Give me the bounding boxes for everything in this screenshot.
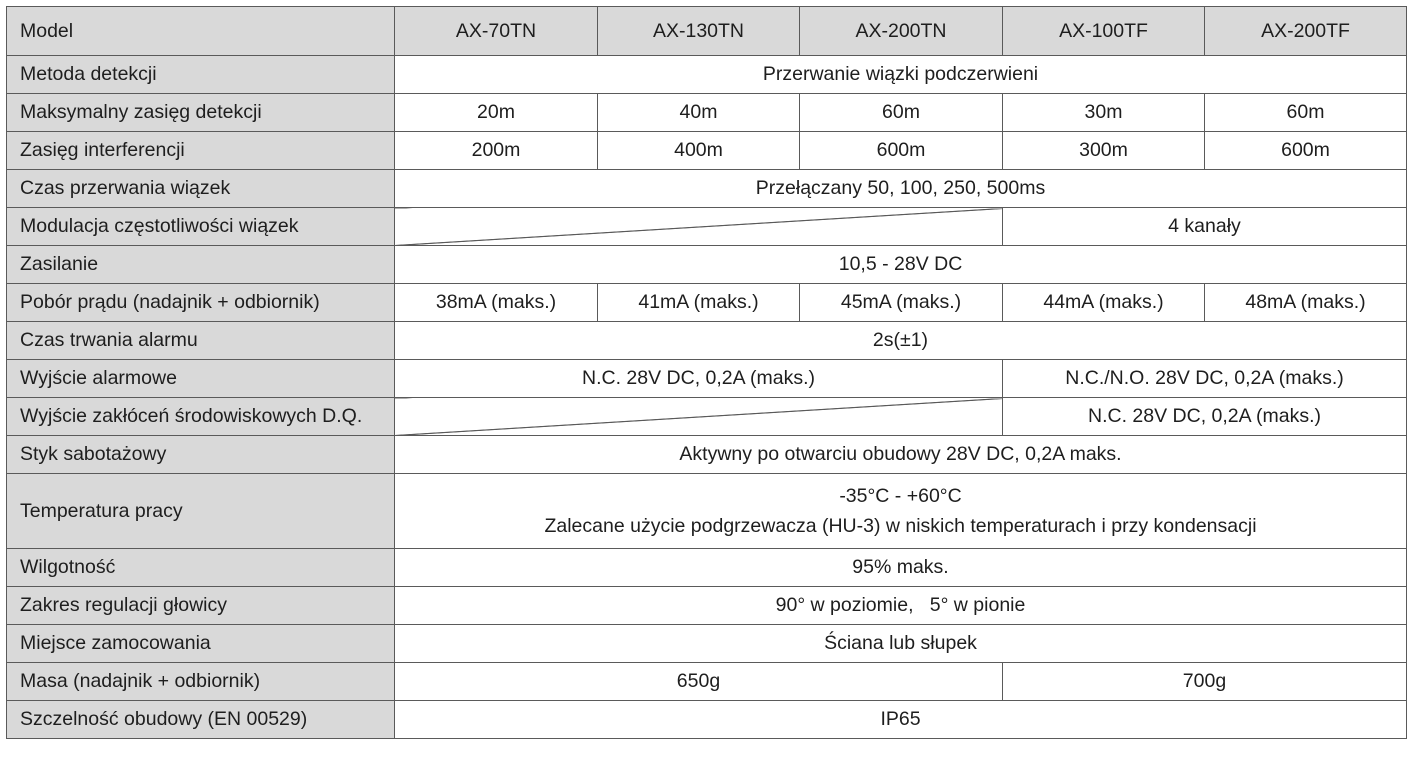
- row-label: Wyjście alarmowe: [7, 360, 395, 398]
- row-value: 2s(±1): [395, 322, 1407, 360]
- row-value: 95% maks.: [395, 549, 1407, 587]
- cell-value: 45mA (maks.): [800, 284, 1003, 322]
- model-ax-200tn: AX-200TN: [800, 7, 1003, 56]
- table-row: [7, 663, 1407, 701]
- row-value-tn: 650g: [395, 663, 1003, 701]
- cell-value: 40m: [598, 94, 800, 132]
- row-value: IP65: [395, 701, 1407, 739]
- row-value: Przełączany 50, 100, 250, 500ms: [395, 170, 1407, 208]
- table-row: [7, 170, 1407, 208]
- row-label: Miejsce zamocowania: [7, 625, 395, 663]
- row-value-tf: 4 kanały: [1003, 208, 1407, 246]
- specification-table: [6, 6, 1407, 739]
- table-row: [7, 246, 1407, 284]
- row-value-tf: N.C./N.O. 28V DC, 0,2A (maks.): [1003, 360, 1407, 398]
- table-row: [7, 701, 1407, 739]
- row-label: Wilgotność: [7, 549, 395, 587]
- row-label: Metoda detekcji: [7, 56, 395, 94]
- cell-value: 60m: [800, 94, 1003, 132]
- header-label: Model: [7, 7, 395, 56]
- row-label: Temperatura pracy: [7, 474, 395, 549]
- cell-value: 300m: [1003, 132, 1205, 170]
- cell-value: 400m: [598, 132, 800, 170]
- row-value: Aktywny po otwarciu obudowy 28V DC, 0,2A maks.: [395, 436, 1407, 474]
- table-row: [7, 94, 1407, 132]
- row-label: Wyjście zakłóceń środowiskowych D.Q.: [7, 398, 395, 436]
- cell-value: 20m: [395, 94, 598, 132]
- cell-value: 48mA (maks.): [1205, 284, 1407, 322]
- row-label: Modulacja częstotliwości wiązek: [7, 208, 395, 246]
- table-row: [7, 587, 1407, 625]
- cell-value: 38mA (maks.): [395, 284, 598, 322]
- cell-value: 200m: [395, 132, 598, 170]
- row-value-tf: 700g: [1003, 663, 1407, 701]
- row-label: Maksymalny zasięg detekcji: [7, 94, 395, 132]
- row-value: Ściana lub słupek: [395, 625, 1407, 663]
- row-label: Styk sabotażowy: [7, 436, 395, 474]
- cell-value: 30m: [1003, 94, 1205, 132]
- cell-value: 600m: [800, 132, 1003, 170]
- row-label: Masa (nadajnik + odbiornik): [7, 663, 395, 701]
- row-label: Czas przerwania wiązek: [7, 170, 395, 208]
- table-row: [7, 360, 1407, 398]
- row-value-tn: N.C. 28V DC, 0,2A (maks.): [395, 360, 1003, 398]
- model-ax-200tf: AX-200TF: [1205, 7, 1407, 56]
- table-row: [7, 284, 1407, 322]
- header-row: [7, 7, 1407, 56]
- row-value: Przerwanie wiązki podczerwieni: [395, 56, 1407, 94]
- cell-value: 600m: [1205, 132, 1407, 170]
- row-label: Czas trwania alarmu: [7, 322, 395, 360]
- cell-value: 41mA (maks.): [598, 284, 800, 322]
- not-applicable-cell: [395, 208, 1003, 246]
- cell-value: 60m: [1205, 94, 1407, 132]
- row-value-tf: N.C. 28V DC, 0,2A (maks.): [1003, 398, 1407, 436]
- table-row: [7, 132, 1407, 170]
- row-value: [395, 474, 1407, 549]
- table-row: [7, 436, 1407, 474]
- table-row: [7, 625, 1407, 663]
- row-label: Zasięg interferencji: [7, 132, 395, 170]
- row-label: Zasilanie: [7, 246, 395, 284]
- table-row: [7, 322, 1407, 360]
- row-label: Zakres regulacji głowicy: [7, 587, 395, 625]
- not-applicable-cell: [395, 398, 1003, 436]
- table-row: [7, 474, 1407, 549]
- temperature-range: -35°C - +60°C: [839, 485, 962, 507]
- row-value: 90° w poziomie, 5° w pionie: [395, 587, 1407, 625]
- row-label: Szczelność obudowy (EN 00529): [7, 701, 395, 739]
- cell-value: 44mA (maks.): [1003, 284, 1205, 322]
- heater-recommendation: Zalecane użycie podgrzewacza (HU-3) w niskich temperaturach i przy kondensacji: [544, 515, 1257, 537]
- model-ax-70tn: AX-70TN: [395, 7, 598, 56]
- table-row: [7, 56, 1407, 94]
- model-ax-100tf: AX-100TF: [1003, 7, 1205, 56]
- row-value: 10,5 - 28V DC: [395, 246, 1407, 284]
- table-row: [7, 398, 1407, 436]
- table-row: [7, 208, 1407, 246]
- row-label: Pobór prądu (nadajnik + odbiornik): [7, 284, 395, 322]
- model-ax-130tn: AX-130TN: [598, 7, 800, 56]
- table-row: [7, 549, 1407, 587]
